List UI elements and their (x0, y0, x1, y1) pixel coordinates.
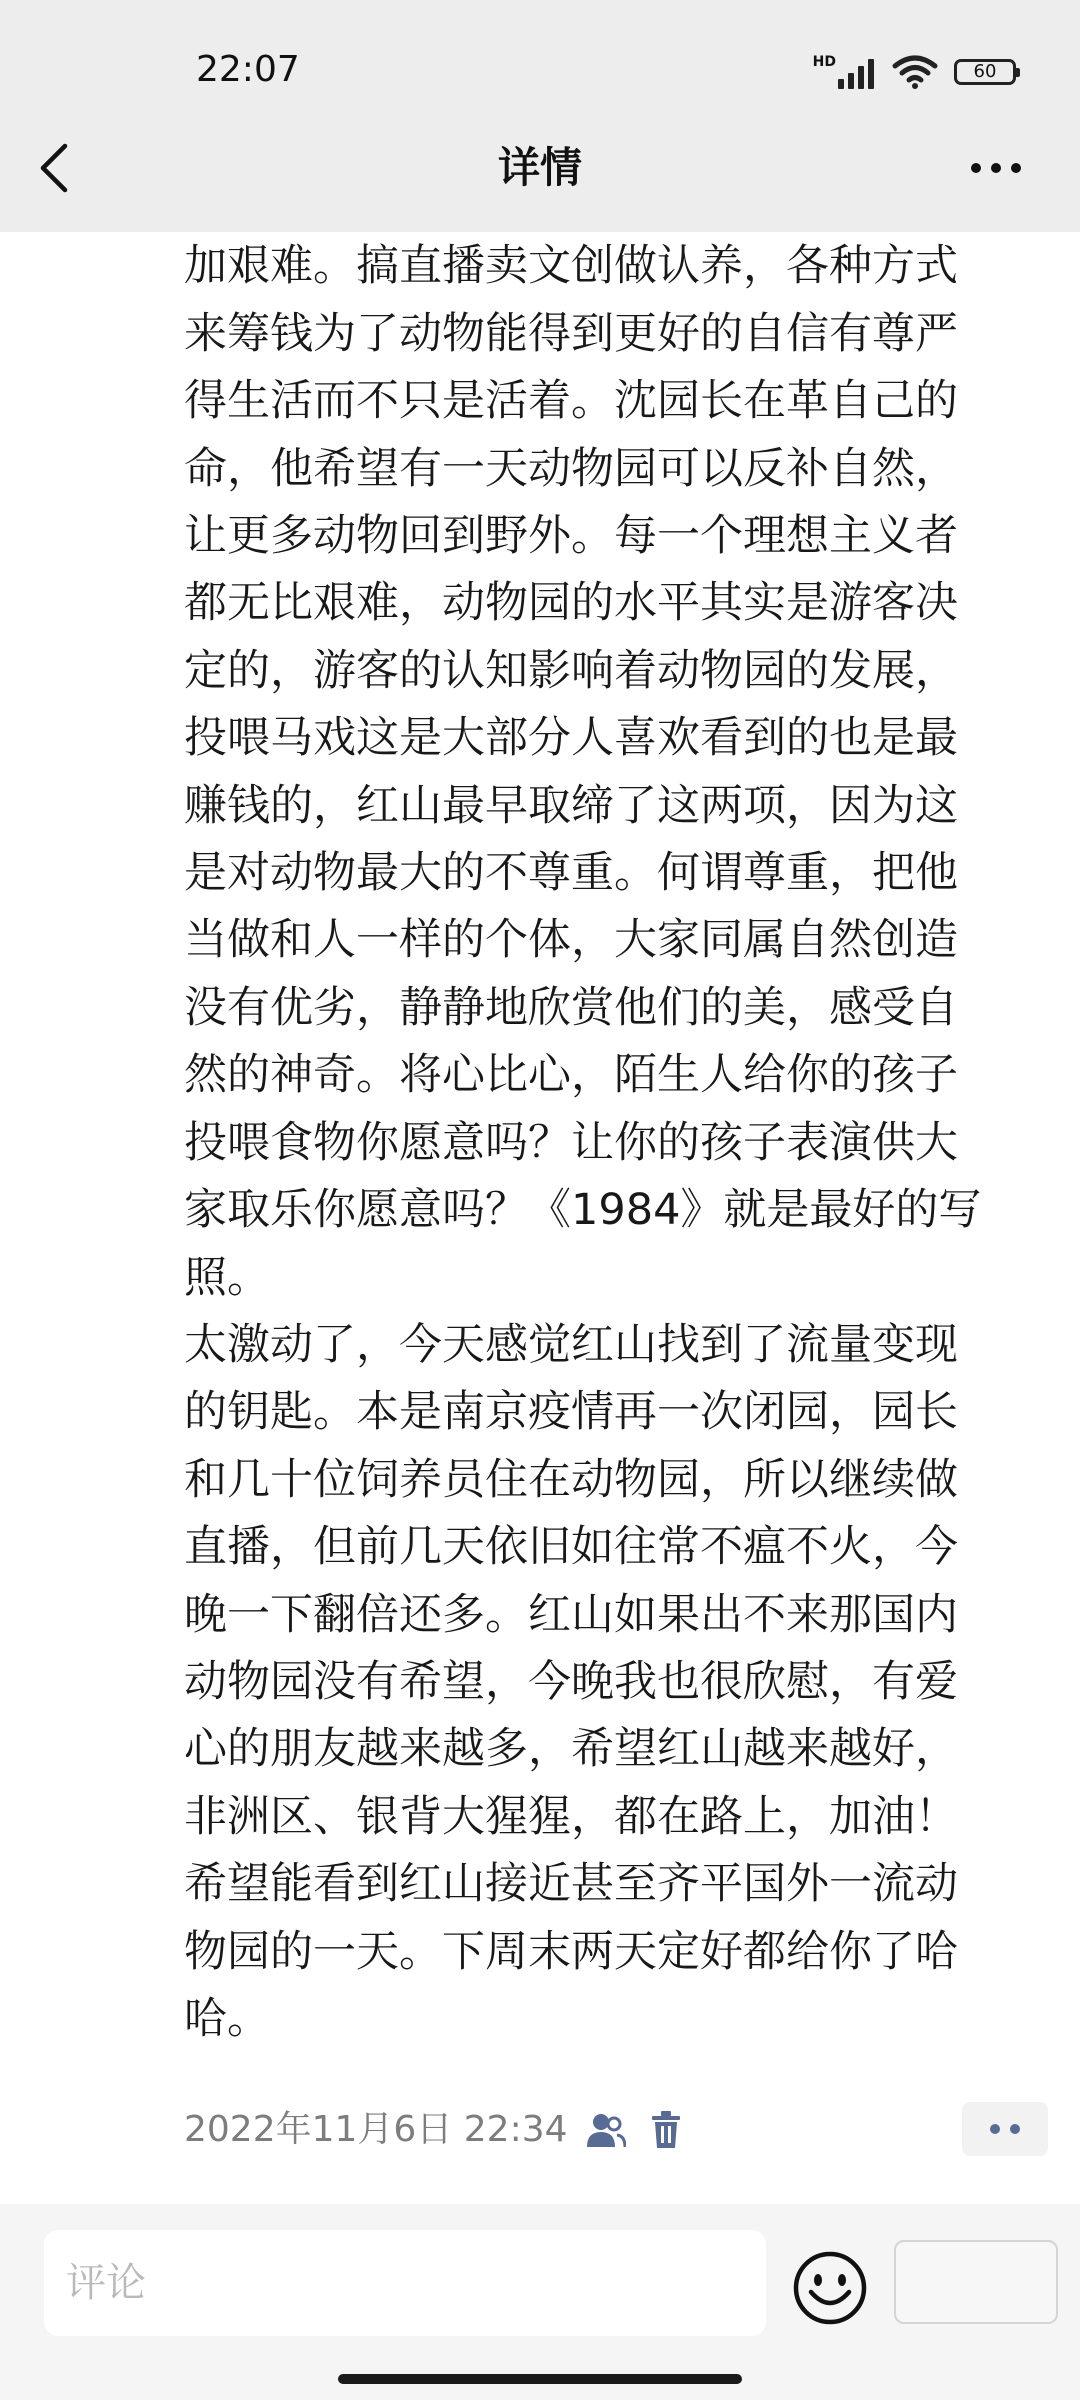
top-header (0, 0, 1080, 232)
battery-level: 60 (973, 61, 997, 82)
more-dot (991, 163, 1001, 173)
post-body-text: 加艰难。搞直播卖文创做认养，各种方式 来筹钱为了动物能得到更好的自信有尊严 得生活而不只是活着。沈园长在革自己的 命，他希望有一天动物园可以反补自然， 让更多动物回到野外。每一个理想主义者 都无比艰难，动物园的水平其实是游客决 定的，游客的认知影响着动物园的发展， 投喂马戏这是大部分人喜欢看到的也是最 赚钱的，红山最早取缔了这两项，因为这 是对动物最大的不尊重。何谓尊重，把他 当做和人一样的个体，大家同属自然创造 没有优劣，静静地欣赏他们的美，感受自 然的神奇。将心比心，陌生人给你的孩子 投喂食物你愿意吗？让你的孩子表演供大 家取乐你愿意吗？《1984》就是最好的写 照。 太激动了，今天感觉红山找到了流量变现 的钥匙。本是南京疫情再一次闭园，园长 和几十位饲养员住在动物园，所以继续做 直播，但前几天依旧如往常不瘟不火，今 晚一下翻倍还多。红山如果出不来那国内 动物园没有希望，今晚我也很欣慰，有爱 心的朋友越来越多，希望红山越来越好， 非洲区、银背大猩猩，都在路上，加油！ 希望能看到红山接近甚至齐平国外一流动 物园的一天。下周末两天定好都给你了哈 哈。 (184, 241, 982, 2044)
status-bar-icons (813, 52, 1016, 92)
visibility-friends-icon[interactable] (584, 2108, 628, 2152)
delete-icon[interactable] (644, 2108, 688, 2152)
post-timestamp: 2022年11月6日 22:34 (184, 2109, 568, 2150)
more-pill-dot (1010, 2124, 1020, 2134)
comment-bar (0, 2204, 1080, 2400)
signal-indicator (813, 55, 876, 89)
signal-icon (838, 59, 876, 89)
status-bar-time: 22:07 (196, 49, 300, 90)
network-type-label: HD (812, 54, 836, 70)
emoji-icon[interactable] (790, 2248, 870, 2328)
more-dots-icon[interactable] (962, 2102, 1048, 2156)
post-detail-scroll[interactable] (0, 232, 1080, 2204)
battery-icon (954, 59, 1016, 85)
more-pill-dot (990, 2124, 1000, 2134)
send-button[interactable] (894, 2240, 1058, 2324)
home-indicator[interactable] (338, 2374, 742, 2384)
comment-input[interactable] (44, 2230, 766, 2336)
post-meta-row (184, 2102, 688, 2158)
more-options-icon[interactable] (948, 148, 1044, 188)
wifi-icon (892, 55, 938, 89)
more-dot (971, 163, 981, 173)
more-dot (1011, 163, 1021, 173)
page-title: 详情 (497, 143, 582, 192)
